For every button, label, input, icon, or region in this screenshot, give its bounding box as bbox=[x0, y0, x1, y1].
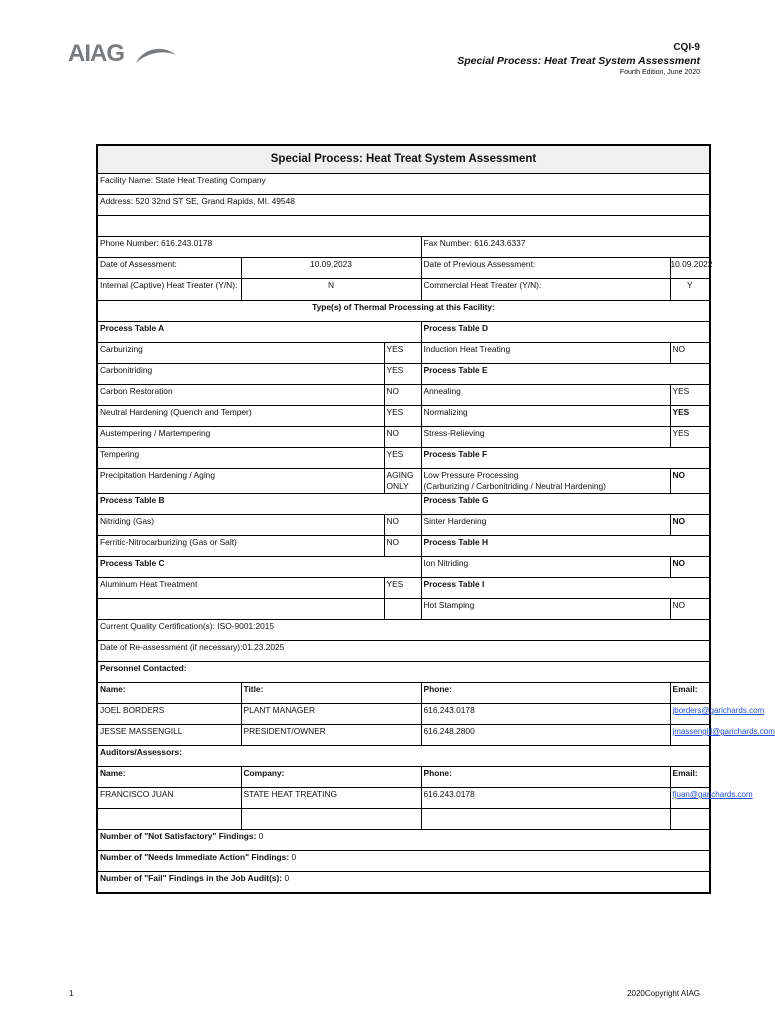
commercial-value[interactable]: Y bbox=[670, 279, 710, 301]
process-table-h-header: Process Table H bbox=[421, 536, 710, 557]
auditor-company[interactable]: STATE HEAT TREATING bbox=[241, 788, 421, 809]
process-label: Austempering / Martempering bbox=[97, 427, 384, 448]
lpp-cell bbox=[421, 469, 670, 494]
process-label: Precipitation Hardening / Aging bbox=[97, 469, 384, 494]
person-email-cell bbox=[670, 725, 775, 746]
process-table-e-header: Process Table E bbox=[421, 364, 710, 385]
email-link[interactable]: jborders@garichards.com bbox=[672, 706, 765, 715]
process-label: Tempering bbox=[97, 448, 384, 469]
address[interactable]: Address: 520 32nd ST SE, Grand Rapids, MI. 49548 bbox=[97, 195, 710, 216]
process-label: Hot Stamping bbox=[421, 599, 670, 620]
personnel-header: Personnel Contacted: bbox=[97, 662, 710, 683]
auditor-name[interactable]: FRANCISCO JUAN bbox=[97, 788, 241, 809]
col-email: Email: bbox=[670, 683, 710, 704]
process-table-g-header: Process Table G bbox=[421, 494, 710, 515]
empty-cell bbox=[97, 599, 384, 620]
doc-title: Special Process: Heat Treat System Assessment bbox=[457, 55, 700, 67]
document-header bbox=[457, 42, 700, 78]
process-label: Carbon Restoration bbox=[97, 385, 384, 406]
process-value[interactable]: YES bbox=[670, 427, 710, 448]
process-value[interactable]: NO bbox=[670, 515, 710, 536]
doc-code: CQI-9 bbox=[673, 42, 700, 53]
process-value[interactable]: YES bbox=[384, 364, 421, 385]
fail-findings bbox=[97, 872, 710, 894]
person-phone[interactable]: 616.248.2800 bbox=[421, 725, 670, 746]
not-satisfactory-findings bbox=[97, 830, 710, 851]
table-row bbox=[97, 704, 710, 725]
person-title[interactable]: PRESIDENT/OWNER bbox=[241, 725, 421, 746]
process-label: Nitriding (Gas) bbox=[97, 515, 384, 536]
empty-cell[interactable] bbox=[421, 809, 670, 830]
process-value[interactable]: AGING ONLY bbox=[384, 469, 421, 494]
table-row bbox=[97, 809, 710, 830]
table-row bbox=[97, 788, 710, 809]
process-label: Aluminum Heat Treatment bbox=[97, 578, 384, 599]
empty-cell bbox=[384, 599, 421, 620]
needs-immediate-action-findings bbox=[97, 851, 710, 872]
table-row bbox=[97, 725, 710, 746]
doc-edition: Fourth Edition, June 2020 bbox=[619, 69, 700, 76]
email-link[interactable]: fjuan@garichards.com bbox=[672, 790, 753, 799]
date-assessment-label: Date of Assessment: bbox=[97, 258, 241, 279]
process-value[interactable]: NO bbox=[384, 515, 421, 536]
process-label: Annealing bbox=[421, 385, 670, 406]
col-phone: Phone: bbox=[421, 683, 670, 704]
col-title: Title: bbox=[241, 683, 421, 704]
process-value[interactable]: YES bbox=[384, 343, 421, 364]
process-value[interactable]: NO bbox=[670, 469, 710, 494]
quality-certification[interactable]: Current Quality Certification(s): ISO-9001:2015 bbox=[97, 620, 710, 641]
process-value[interactable]: YES bbox=[384, 578, 421, 599]
process-value[interactable]: YES bbox=[384, 448, 421, 469]
process-table-i-header: Process Table I bbox=[421, 578, 710, 599]
internal-value[interactable]: N bbox=[241, 279, 421, 301]
person-email-cell bbox=[670, 704, 765, 725]
process-value[interactable]: NO bbox=[384, 536, 421, 557]
process-label: Neutral Hardening (Quench and Temper) bbox=[97, 406, 384, 427]
process-table-b-header: Process Table B bbox=[97, 494, 421, 515]
blank-row bbox=[97, 216, 710, 237]
col-email: Email: bbox=[670, 767, 710, 788]
process-label: Carbonitriding bbox=[97, 364, 384, 385]
process-value[interactable]: NO bbox=[384, 385, 421, 406]
findings-label: Number of "Not Satisfactory" Findings: bbox=[100, 831, 257, 841]
copyright: 2020Copyright AIAG bbox=[627, 989, 700, 998]
types-header: Type(s) of Thermal Processing at this Facility: bbox=[97, 301, 710, 322]
person-title[interactable]: PLANT MANAGER bbox=[241, 704, 421, 725]
process-value[interactable]: YES bbox=[670, 406, 710, 427]
col-name: Name: bbox=[97, 767, 241, 788]
logo-text: AIAG bbox=[68, 40, 124, 67]
phone-number[interactable]: Phone Number: 616.243.0178 bbox=[97, 237, 421, 258]
process-value[interactable]: NO bbox=[670, 343, 710, 364]
auditor-email-cell bbox=[670, 788, 753, 809]
col-name: Name: bbox=[97, 683, 241, 704]
date-previous-label: Date of Previous Assessment: bbox=[421, 258, 670, 279]
process-label: Low Pressure Processing bbox=[423, 470, 519, 480]
process-sublabel: (Carburizing / Carbonitriding / Neutral Hardening) bbox=[423, 481, 606, 491]
empty-cell[interactable] bbox=[241, 809, 421, 830]
form-title: Special Process: Heat Treat System Assessment bbox=[97, 145, 710, 174]
date-assessment-value[interactable]: 10.09.2023 bbox=[241, 258, 421, 279]
process-label: Ferritic-Nitrocarburizing (Gas or Salt) bbox=[97, 536, 384, 557]
aiag-logo bbox=[68, 40, 178, 70]
findings-label: Number of "Needs Immediate Action" Findings: bbox=[100, 852, 290, 862]
process-value[interactable]: NO bbox=[670, 599, 710, 620]
fax-number[interactable]: Fax Number: 616.243.6337 bbox=[421, 237, 710, 258]
auditors-header: Auditors/Assessors: bbox=[97, 746, 710, 767]
assessment-form bbox=[96, 144, 775, 894]
empty-cell[interactable] bbox=[97, 809, 241, 830]
findings-value[interactable]: 0 bbox=[284, 873, 290, 883]
process-table-a-header: Process Table A bbox=[97, 322, 421, 343]
process-label: Induction Heat Treating bbox=[421, 343, 670, 364]
process-table-f-header: Process Table F bbox=[421, 448, 710, 469]
empty-cell[interactable] bbox=[670, 809, 710, 830]
email-link[interactable]: jmassengill@garichards.com bbox=[672, 727, 775, 736]
process-label: Stress-Relieving bbox=[421, 427, 670, 448]
process-label: Ion Nitriding bbox=[421, 557, 670, 578]
col-company: Company: bbox=[241, 767, 421, 788]
internal-label: Internal (Captive) Heat Treater (Y/N): bbox=[97, 279, 241, 301]
process-value[interactable]: YES bbox=[670, 385, 710, 406]
person-name[interactable]: JOEL BORDERS bbox=[97, 704, 241, 725]
date-previous-value[interactable]: 10.09.2022 bbox=[670, 258, 710, 279]
person-phone[interactable]: 616.243.0178 bbox=[421, 704, 670, 725]
reassessment-date[interactable]: Date of Re-assessment (if necessary):01.23.2025 bbox=[97, 641, 710, 662]
logo-swoosh-icon bbox=[134, 45, 178, 67]
process-label: Normalizing bbox=[421, 406, 670, 427]
process-table-d-header: Process Table D bbox=[421, 322, 710, 343]
facility-name[interactable]: Facility Name: State Heat Treating Company bbox=[97, 174, 710, 195]
findings-value[interactable]: 0 bbox=[258, 831, 264, 841]
findings-label: Number of "Fail" Findings in the Job Audit(s): bbox=[100, 873, 283, 883]
process-value[interactable]: NO bbox=[384, 427, 421, 448]
auditor-phone[interactable]: 616.243.0178 bbox=[421, 788, 670, 809]
process-table-c-header: Process Table C bbox=[97, 557, 421, 578]
page-number: 1 bbox=[69, 989, 74, 998]
person-name[interactable]: JESSE MASSENGILL bbox=[97, 725, 241, 746]
process-value[interactable]: NO bbox=[670, 557, 710, 578]
process-value[interactable]: YES bbox=[384, 406, 421, 427]
process-label: Carburizing bbox=[97, 343, 384, 364]
col-phone: Phone: bbox=[421, 767, 670, 788]
commercial-label: Commercial Heat Treater (Y/N): bbox=[421, 279, 670, 301]
findings-value[interactable]: 0 bbox=[291, 852, 297, 862]
process-label: Sinter Hardening bbox=[421, 515, 670, 536]
